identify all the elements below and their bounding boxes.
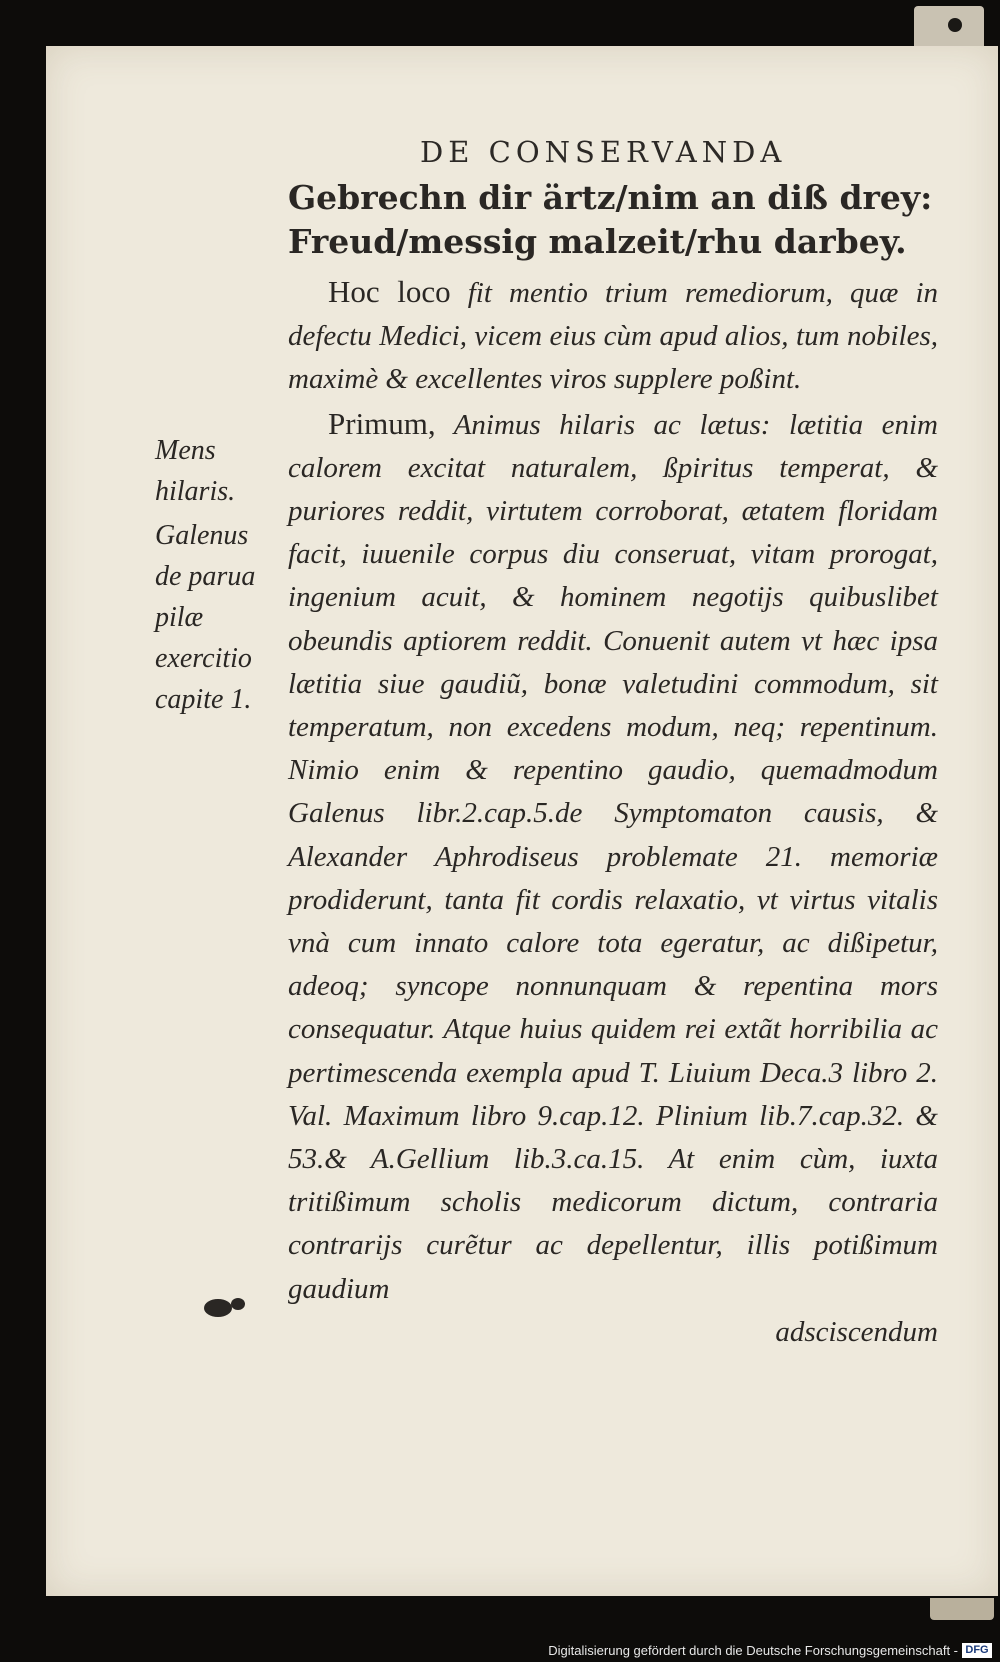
footer-credit: Digitalisierung gefördert durch die Deutsche Forschungsgemeinschaft - [548,1643,958,1658]
catchword: adsciscendum [775,1315,938,1348]
manicule-icon [200,1292,252,1322]
marginal-note-2: Galenus de parua pilæ exercitio capite 1. [155,520,256,715]
paragraph-1 [288,270,938,402]
paragraph-1-text: fit mentio trium remediorum, quæ in defectu Medici, vicem eius cùm apud alios, tum nobiles, maximè & excellentes viros supplere poßint. [288,277,938,396]
paragraph-2-text: Animus hilaris ac lætus: lætitia enim calorem excitat naturalem, ßpiritus temperat, & puriores reddit, virtutem corroborat, ætatem floridam facit, iuuenile corpus diu conseruat, vitam prorogat, ingenium acuit, & hominem negotijs quibuslibet obeundis aptiorem reddit. Conuenit autem vt hæc ipsa lætitia siue gaudiũ, bonæ valetudini commodum, sit temperatum, non excedens modum, neq; repentinum. Nimio enim & repentino gaudio, quemadmodum Galenus libr.2.cap.5.de Symptomaton causis, & Alexander Aphrodiseus problemate 21. memoriæ prodiderunt, tanta fit cordis relaxatio, vt virtus vitalis vnà cum innato calore tota egeratur, ac dißipetur, adeoq; syncope nonnunquam & repentina mors consequatur. Atque huius quidem rei extãt horribilia ac pertimescenda exempla apud T. Liuium Deca.3 libro 2. Val. Maximum libro 9.cap.12. Plinium lib.7.cap.32. & 53.& A.Gellium lib.3.ca.15. At enim cùm, iuxta tritißimum scholis medicorum dictum, contraria contrarijs curẽtur ac depellentur, illis potißimum gaudium [288,408,939,1305]
body-text [288,270,938,1354]
paragraph-2-lead: Primum, [328,405,436,441]
dfg-logo: DFG [962,1643,992,1658]
page-tab-bottom [930,1598,994,1620]
marginal-note-1: Mens hilaris. [155,435,236,507]
binding-hole [948,18,962,32]
fraktur-line-2: Freud/messig malzeit/rhu darbey. [288,222,907,261]
paragraph-2 [288,402,938,1311]
fraktur-line-1: Gebrechn dir ärtz/nim an diß drey: [288,178,933,217]
paragraph-1-lead: Hoc loco [328,274,451,309]
running-head: DE CONSERVANDA [420,135,787,169]
